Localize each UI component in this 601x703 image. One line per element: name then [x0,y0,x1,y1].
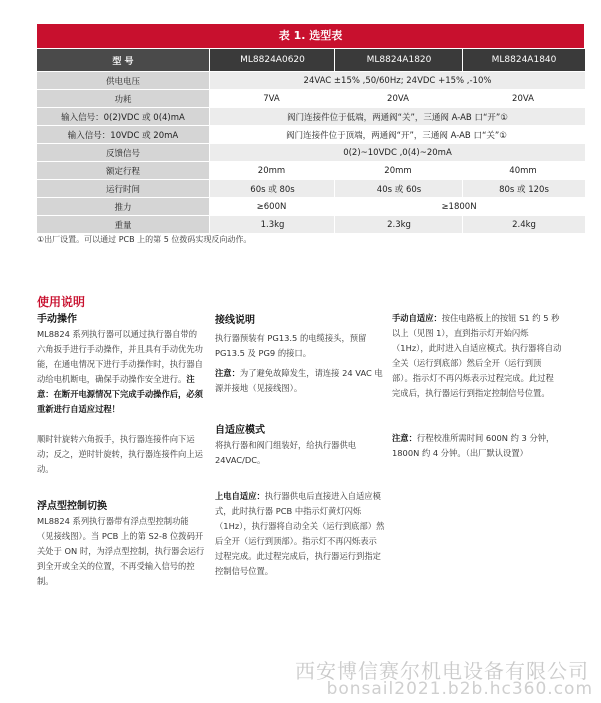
power-adaptive-paragraph [215,489,385,579]
row-label: 额定行程 [37,162,209,179]
row-label: 运行时间 [37,180,209,197]
table-row [37,144,584,161]
power-adaptive-text: 执行器供电后直接进入自适应模式，此时执行器 PCB 中指示灯黄灯闪烁（1Hz），执行器将自动全关（运行到底部）然后全开（运行到顶部）。指示灯不再闪烁表示过程完成。此过程完成后，执行器运行到指定控制信号位置。 [215,491,385,576]
calibration-note-label: 注意： [392,433,417,443]
calibration-note [392,431,562,461]
manual-paragraph [37,327,205,417]
float-paragraph: ML8824 系列执行器带有浮点型控制功能（见接线图）。当 PCB 上的第 S2-8 位拨码开关处于 ON 时，为浮点型控制，执行器会运行到全开或全关的位置，不再受输入信号的控制。 [37,516,205,586]
wiring-note [215,366,385,396]
manual-text: ML8824 系列执行器可以通过执行器自带的六角扳手进行手动操作，并且具有手动优先功能，在通电情况下进行手动操作时，执行器自动给电机断电，确保手动操作安全进行。 [37,329,203,384]
manual-warning: 注意：在断开电源情况下完成手动操作后，必须重新进行自适应过程！ [37,374,203,414]
wiring-paragraph: 执行器预装有 PG13.5 的电缆接头，预留 PG13.5 及 PG9 的接口。 [215,333,367,358]
row-value: 20VA [462,90,584,107]
table-row [37,198,584,215]
row-label: 功耗 [37,90,209,107]
table-row [37,108,584,125]
row-value: 80s 或 120s [462,180,585,197]
table-row [37,90,584,107]
row-label: 输入信号：10VDC 或 20mA [37,126,209,143]
wiring-note-label: 注意： [215,368,240,378]
manual-adaptive-text: 按住电路板上的按钮 S1 约 5 秒以上（见图 1），直到指示灯开始闪烁（1Hz），此时进入自适应模式。执行器将自动全关（运行到底部）然后全开（运行到顶部）。指示灯不再闪烁表示过程完成。此过程完成后，执行器运行到指定控制信号位置。 [392,313,562,398]
row-label: 推力 [37,198,209,215]
table-row [37,180,584,197]
table-title: 表 1. 选型表 [37,24,584,48]
row-value: 1.3kg [209,216,335,233]
row-label: 反馈信号 [37,144,209,161]
calibration-note-text: 行程校准所需时间 600N 约 3 分钟，1800N 约 4 分钟。（出厂默认设置） [392,433,555,458]
header-model-3: ML8824A1840 [462,49,585,71]
manual-heading: 手动操作 [37,314,77,325]
row-value: 40s 或 60s [334,180,463,197]
table-row [37,216,584,233]
row-value: 20mm [334,162,462,179]
row-value: 20mm [209,162,334,179]
wiring-note-text: 为了避免故障发生，请连接 24 VAC 电源并接地（见接线图）。 [215,368,383,393]
row-span-value: 阀门连接件位于顶端，两通阀“开”，三通阀 A-AB 口“关”① [209,126,584,143]
row-value: 40mm [462,162,584,179]
row-span-value: 24VAC ±15% ,50/60Hz; 24VDC +15% ,-10% [209,72,585,89]
table-row [37,162,584,179]
table-row [37,72,584,89]
row-value: 2.3kg [334,216,463,233]
header-model-label: 型 号 [37,49,209,71]
adaptive-heading: 自适应模式 [215,425,265,436]
row-span-value: 0(2)~10VDC ,0(4)~20mA [209,144,585,161]
row-value: 20VA [334,90,462,107]
table-footnote: ①出厂设置。可以通过 PCB 上的第 5 位拨码实现反向动作。 [37,235,252,244]
manual-adaptive-label: 手动自适应： [392,313,442,323]
row-value: 60s 或 80s [209,180,335,197]
float-heading: 浮点型控制切换 [37,501,107,512]
power-adaptive-label: 上电自适应： [215,491,265,501]
manual-adaptive-paragraph [392,311,562,401]
row-value: 2.4kg [462,216,585,233]
usage-title: 使用说明 [37,295,86,309]
row-value: 7VA [209,90,334,107]
watermark-company: 西安博信赛尔机电设备有限公司 [295,659,589,683]
adaptive-paragraph: 将执行器和阀门组装好，给执行器供电 24VAC/DC。 [215,440,357,465]
header-model-1: ML8824A0620 [209,49,335,71]
row-value: ≥600N [209,198,334,215]
wiring-heading: 接线说明 [215,315,255,326]
watermark-url: bonsail2021.b2b.hc360.com [326,679,593,699]
manual-direction: 顺时针旋转六角扳手，执行器连接件向下运动；反之，逆时针旋转，执行器连接件向上运动。 [37,434,203,474]
row-span-value: ≥1800N [334,198,584,215]
row-label: 供电电压 [37,72,209,89]
row-span-value: 阀门连接件位于低端，两通阀“关”，三通阀 A-AB 口“开”① [209,108,585,125]
row-label: 输入信号：0(2)VDC 或 0(4)mA [37,108,209,125]
row-label: 重量 [37,216,209,233]
table-header-row [37,49,584,71]
header-model-2: ML8824A1820 [334,49,463,71]
table-row [37,126,584,143]
